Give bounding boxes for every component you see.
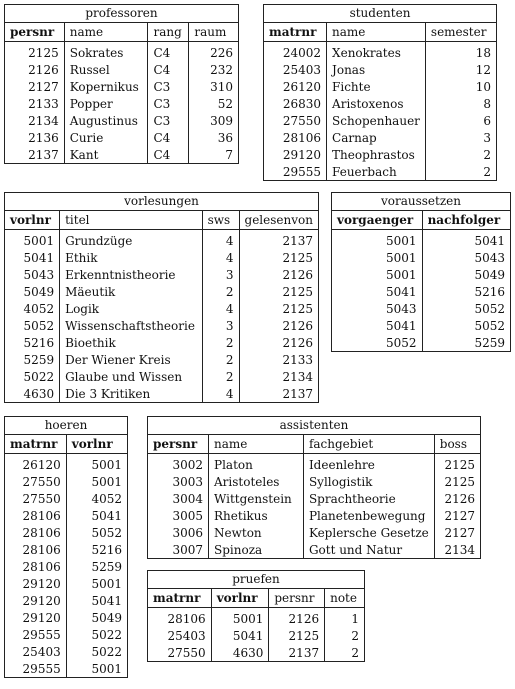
hoeren-cell-matrnr: 27550 xyxy=(5,490,67,507)
assistenten-cell-boss: 2127 xyxy=(434,507,480,524)
professoren-header-raum: raum xyxy=(189,23,239,42)
professoren-cell-persnr: 2127 xyxy=(5,78,65,95)
studenten-cell-matrnr: 28106 xyxy=(264,129,327,146)
table-row xyxy=(5,626,128,643)
vorlesungen-cell-gelesenvon: 2125 xyxy=(239,283,318,300)
header-row xyxy=(5,23,239,42)
voraussetzen-table xyxy=(331,192,511,352)
pruefen-cell-matrnr: 25403 xyxy=(148,627,212,644)
table-row xyxy=(5,473,128,490)
studenten-cell-matrnr: 24002 xyxy=(264,42,327,62)
header-row xyxy=(148,589,365,608)
studenten-header-name: name xyxy=(327,23,426,42)
professoren-cell-rang: C4 xyxy=(148,129,189,146)
assistenten-header-boss: boss xyxy=(434,435,480,454)
vorlesungen-cell-vorlnr: 5049 xyxy=(5,283,60,300)
assistenten-cell-name: Platon xyxy=(209,454,304,474)
vorlesungen-header-vorlnr: vorlnr xyxy=(5,211,60,230)
hoeren-cell-vorlnr: 5216 xyxy=(66,541,127,558)
assistenten-cell-persnr: 3005 xyxy=(148,507,209,524)
pruefen-cell-matrnr: 27550 xyxy=(148,644,212,662)
studenten-cell-matrnr: 29120 xyxy=(264,146,327,163)
professoren-header-name: name xyxy=(64,23,148,42)
hoeren-cell-vorlnr: 5022 xyxy=(66,626,127,643)
hoeren-cell-vorlnr: 5049 xyxy=(66,609,127,626)
table-row xyxy=(5,454,128,474)
professoren-cell-name: Curie xyxy=(64,129,148,146)
table-row xyxy=(148,454,481,474)
assistenten-cell-boss: 2134 xyxy=(434,541,480,559)
pruefen-cell-persnr: 2126 xyxy=(269,608,325,628)
assistenten-cell-name: Rhetikus xyxy=(209,507,304,524)
table-row xyxy=(5,129,239,146)
professoren-cell-raum: 232 xyxy=(189,61,239,78)
assistenten-header-fachgebiet: fachgebiet xyxy=(303,435,434,454)
vorlesungen-cell-gelesenvon: 2125 xyxy=(239,249,318,266)
hoeren-cell-vorlnr: 5001 xyxy=(66,660,127,678)
hoeren-cell-vorlnr: 5259 xyxy=(66,558,127,575)
voraussetzen-cell-vorgaenger: 5041 xyxy=(332,317,423,334)
professoren-cell-rang: C3 xyxy=(148,95,189,112)
hoeren-header-vorlnr: vorlnr xyxy=(66,435,127,454)
hoeren-cell-matrnr: 29555 xyxy=(5,626,67,643)
assistenten-cell-boss: 2126 xyxy=(434,490,480,507)
table-row xyxy=(264,61,497,78)
table-row xyxy=(148,507,481,524)
table-row xyxy=(5,300,319,317)
table-row xyxy=(264,95,497,112)
assistenten-cell-fachgebiet: Keplersche Gesetze xyxy=(303,524,434,541)
vorlesungen-cell-vorlnr: 5001 xyxy=(5,230,60,250)
voraussetzen-cell-vorgaenger: 5001 xyxy=(332,266,423,283)
vorlesungen-cell-sws: 2 xyxy=(202,283,239,300)
hoeren-cell-matrnr: 29120 xyxy=(5,592,67,609)
table-row xyxy=(264,163,497,181)
voraussetzen-cell-nachfolger: 5041 xyxy=(422,230,510,250)
pruefen-header-vorlnr: vorlnr xyxy=(211,589,269,608)
table-row xyxy=(332,230,511,250)
voraussetzen-cell-vorgaenger: 5001 xyxy=(332,230,423,250)
vorlesungen-cell-sws: 3 xyxy=(202,317,239,334)
hoeren-cell-matrnr: 29555 xyxy=(5,660,67,678)
assistenten-title: assistenten xyxy=(147,416,481,434)
professoren-cell-persnr: 2137 xyxy=(5,146,65,164)
hoeren-title: hoeren xyxy=(4,416,128,434)
voraussetzen-title: voraussetzen xyxy=(331,192,511,210)
pruefen-header-note: note xyxy=(325,589,365,608)
voraussetzen-cell-vorgaenger: 5041 xyxy=(332,283,423,300)
hoeren-cell-vorlnr: 5001 xyxy=(66,575,127,592)
hoeren-cell-vorlnr: 5041 xyxy=(66,507,127,524)
table-row xyxy=(5,660,128,678)
table-row xyxy=(5,643,128,660)
professoren-cell-name: Kant xyxy=(64,146,148,164)
voraussetzen-cell-vorgaenger: 5001 xyxy=(332,249,423,266)
studenten-cell-matrnr: 25403 xyxy=(264,61,327,78)
vorlesungen-header-titel: titel xyxy=(60,211,202,230)
table-row xyxy=(5,317,319,334)
studenten-cell-matrnr: 26830 xyxy=(264,95,327,112)
table-row xyxy=(5,95,239,112)
assistenten-cell-persnr: 3006 xyxy=(148,524,209,541)
vorlesungen-cell-titel: Glaube und Wissen xyxy=(60,368,202,385)
pruefen-cell-matrnr: 28106 xyxy=(148,608,212,628)
table-row xyxy=(5,334,319,351)
hoeren-cell-matrnr: 28106 xyxy=(5,524,67,541)
studenten-header-semester: semester xyxy=(425,23,496,42)
hoeren-table xyxy=(4,416,128,678)
hoeren-cell-matrnr: 29120 xyxy=(5,609,67,626)
professoren-cell-raum: 7 xyxy=(189,146,239,164)
studenten-cell-semester: 2 xyxy=(425,163,496,181)
assistenten-cell-fachgebiet: Sprachtheorie xyxy=(303,490,434,507)
vorlesungen-cell-sws: 4 xyxy=(202,230,239,250)
hoeren-cell-vorlnr: 5001 xyxy=(66,473,127,490)
studenten-cell-name: Feuerbach xyxy=(327,163,426,181)
pruefen-cell-vorlnr: 5001 xyxy=(211,608,269,628)
vorlesungen-cell-titel: Der Wiener Kreis xyxy=(60,351,202,368)
vorlesungen-cell-sws: 4 xyxy=(202,385,239,403)
vorlesungen-cell-gelesenvon: 2125 xyxy=(239,300,318,317)
table-row xyxy=(148,627,365,644)
professoren-cell-persnr: 2136 xyxy=(5,129,65,146)
table-row xyxy=(5,112,239,129)
studenten-cell-semester: 10 xyxy=(425,78,496,95)
professoren-header-persnr: persnr xyxy=(5,23,65,42)
header-row xyxy=(148,435,481,454)
vorlesungen-cell-titel: Grundzüge xyxy=(60,230,202,250)
pruefen-cell-vorlnr: 4630 xyxy=(211,644,269,662)
table-row xyxy=(332,249,511,266)
professoren-cell-name: Sokrates xyxy=(64,42,148,62)
voraussetzen-header-vorgaenger: vorgaenger xyxy=(332,211,423,230)
voraussetzen-cell-nachfolger: 5216 xyxy=(422,283,510,300)
assistenten-header-persnr: persnr xyxy=(148,435,209,454)
hoeren-cell-matrnr: 25403 xyxy=(5,643,67,660)
studenten-cell-semester: 2 xyxy=(425,146,496,163)
vorlesungen-cell-vorlnr: 5041 xyxy=(5,249,60,266)
studenten-cell-name: Jonas xyxy=(327,61,426,78)
vorlesungen-cell-sws: 3 xyxy=(202,266,239,283)
studenten-cell-name: Theophrastos xyxy=(327,146,426,163)
assistenten-cell-boss: 2127 xyxy=(434,524,480,541)
voraussetzen-cell-nachfolger: 5049 xyxy=(422,266,510,283)
professoren-cell-rang: C4 xyxy=(148,42,189,62)
table-row xyxy=(148,644,365,662)
table-row xyxy=(5,61,239,78)
assistenten-cell-name: Newton xyxy=(209,524,304,541)
header-row xyxy=(332,211,511,230)
professoren-header-rang: rang xyxy=(148,23,189,42)
professoren-cell-persnr: 2133 xyxy=(5,95,65,112)
vorlesungen-cell-gelesenvon: 2137 xyxy=(239,230,318,250)
table-row xyxy=(264,42,497,62)
pruefen-cell-note: 1 xyxy=(325,608,365,628)
hoeren-cell-vorlnr: 4052 xyxy=(66,490,127,507)
vorlesungen-cell-vorlnr: 5259 xyxy=(5,351,60,368)
professoren-cell-rang: C4 xyxy=(148,61,189,78)
voraussetzen-header-nachfolger: nachfolger xyxy=(422,211,510,230)
table-row xyxy=(264,78,497,95)
professoren-cell-persnr: 2126 xyxy=(5,61,65,78)
voraussetzen-cell-nachfolger: 5052 xyxy=(422,300,510,317)
studenten-cell-semester: 6 xyxy=(425,112,496,129)
studenten-cell-name: Aristoxenos xyxy=(327,95,426,112)
vorlesungen-cell-titel: Erkenntnistheorie xyxy=(60,266,202,283)
hoeren-cell-matrnr: 26120 xyxy=(5,454,67,474)
table-row xyxy=(5,266,319,283)
assistenten-cell-fachgebiet: Ideenlehre xyxy=(303,454,434,474)
hoeren-cell-vorlnr: 5052 xyxy=(66,524,127,541)
vorlesungen-cell-titel: Ethik xyxy=(60,249,202,266)
pruefen-cell-note: 2 xyxy=(325,644,365,662)
professoren-table xyxy=(4,4,239,164)
studenten-table xyxy=(263,4,497,181)
hoeren-cell-matrnr: 28106 xyxy=(5,541,67,558)
table-row xyxy=(5,490,128,507)
table-row xyxy=(5,592,128,609)
table-row xyxy=(148,608,365,628)
assistenten-cell-boss: 2125 xyxy=(434,473,480,490)
vorlesungen-cell-titel: Logik xyxy=(60,300,202,317)
table-row xyxy=(5,230,319,250)
professoren-cell-rang: C4 xyxy=(148,146,189,164)
studenten-cell-matrnr: 29555 xyxy=(264,163,327,181)
professoren-cell-raum: 309 xyxy=(189,112,239,129)
table-row xyxy=(264,146,497,163)
studenten-cell-name: Schopenhauer xyxy=(327,112,426,129)
table-row xyxy=(5,78,239,95)
professoren-cell-rang: C3 xyxy=(148,112,189,129)
table-row xyxy=(148,541,481,559)
vorlesungen-cell-vorlnr: 5216 xyxy=(5,334,60,351)
hoeren-cell-matrnr: 28106 xyxy=(5,507,67,524)
assistenten-cell-name: Wittgenstein xyxy=(209,490,304,507)
hoeren-cell-matrnr: 29120 xyxy=(5,575,67,592)
vorlesungen-cell-sws: 4 xyxy=(202,300,239,317)
table-row xyxy=(332,334,511,352)
header-row xyxy=(5,435,128,454)
professoren-cell-persnr: 2125 xyxy=(5,42,65,62)
assistenten-cell-boss: 2125 xyxy=(434,454,480,474)
table-row xyxy=(332,283,511,300)
assistenten-cell-name: Spinoza xyxy=(209,541,304,559)
vorlesungen-cell-gelesenvon: 2137 xyxy=(239,385,318,403)
hoeren-cell-vorlnr: 5041 xyxy=(66,592,127,609)
voraussetzen-cell-nachfolger: 5052 xyxy=(422,317,510,334)
professoren-cell-rang: C3 xyxy=(148,78,189,95)
vorlesungen-header-sws: sws xyxy=(202,211,239,230)
table-row xyxy=(5,524,128,541)
vorlesungen-table xyxy=(4,192,319,403)
hoeren-cell-matrnr: 27550 xyxy=(5,473,67,490)
vorlesungen-header-gelesenvon: gelesenvon xyxy=(239,211,318,230)
voraussetzen-cell-nachfolger: 5043 xyxy=(422,249,510,266)
table-row xyxy=(332,266,511,283)
voraussetzen-cell-vorgaenger: 5052 xyxy=(332,334,423,352)
vorlesungen-cell-gelesenvon: 2126 xyxy=(239,317,318,334)
header-row xyxy=(264,23,497,42)
pruefen-cell-note: 2 xyxy=(325,627,365,644)
table-row xyxy=(5,609,128,626)
vorlesungen-cell-sws: 4 xyxy=(202,249,239,266)
professoren-cell-name: Augustinus xyxy=(64,112,148,129)
pruefen-cell-persnr: 2137 xyxy=(269,644,325,662)
studenten-cell-name: Xenokrates xyxy=(327,42,426,62)
assistenten-header-name: name xyxy=(209,435,304,454)
professoren-cell-raum: 310 xyxy=(189,78,239,95)
pruefen-table xyxy=(147,570,365,662)
vorlesungen-cell-gelesenvon: 2134 xyxy=(239,368,318,385)
vorlesungen-cell-sws: 2 xyxy=(202,334,239,351)
table-row xyxy=(332,317,511,334)
professoren-cell-name: Russel xyxy=(64,61,148,78)
vorlesungen-cell-gelesenvon: 2126 xyxy=(239,334,318,351)
studenten-cell-matrnr: 27550 xyxy=(264,112,327,129)
professoren-cell-persnr: 2134 xyxy=(5,112,65,129)
pruefen-header-matrnr: matrnr xyxy=(148,589,212,608)
studenten-cell-semester: 8 xyxy=(425,95,496,112)
table-row xyxy=(5,575,128,592)
table-row xyxy=(5,507,128,524)
studenten-title: studenten xyxy=(263,4,497,22)
header-row xyxy=(5,211,319,230)
studenten-cell-matrnr: 26120 xyxy=(264,78,327,95)
pruefen-header-persnr: persnr xyxy=(269,589,325,608)
vorlesungen-cell-sws: 2 xyxy=(202,368,239,385)
table-row xyxy=(264,112,497,129)
professoren-cell-name: Kopernikus xyxy=(64,78,148,95)
table-row xyxy=(5,42,239,62)
studenten-cell-semester: 12 xyxy=(425,61,496,78)
vorlesungen-cell-titel: Die 3 Kritiken xyxy=(60,385,202,403)
assistenten-cell-persnr: 3007 xyxy=(148,541,209,559)
assistenten-cell-name: Aristoteles xyxy=(209,473,304,490)
vorlesungen-cell-titel: Mäeutik xyxy=(60,283,202,300)
assistenten-table xyxy=(147,416,481,559)
professoren-cell-name: Popper xyxy=(64,95,148,112)
table-row xyxy=(5,368,319,385)
studenten-cell-name: Carnap xyxy=(327,129,426,146)
table-row xyxy=(5,283,319,300)
studenten-cell-semester: 18 xyxy=(425,42,496,62)
hoeren-header-matrnr: matrnr xyxy=(5,435,67,454)
assistenten-cell-fachgebiet: Planetenbewegung xyxy=(303,507,434,524)
professoren-title: professoren xyxy=(4,4,239,22)
assistenten-cell-persnr: 3002 xyxy=(148,454,209,474)
vorlesungen-cell-vorlnr: 5043 xyxy=(5,266,60,283)
table-row xyxy=(148,473,481,490)
table-row xyxy=(148,490,481,507)
pruefen-title: pruefen xyxy=(147,570,365,588)
professoren-cell-raum: 36 xyxy=(189,129,239,146)
vorlesungen-cell-gelesenvon: 2126 xyxy=(239,266,318,283)
pruefen-cell-vorlnr: 5041 xyxy=(211,627,269,644)
vorlesungen-cell-titel: Bioethik xyxy=(60,334,202,351)
vorlesungen-cell-gelesenvon: 2133 xyxy=(239,351,318,368)
hoeren-cell-vorlnr: 5001 xyxy=(66,454,127,474)
hoeren-cell-matrnr: 28106 xyxy=(5,558,67,575)
table-row xyxy=(5,351,319,368)
pruefen-cell-persnr: 2125 xyxy=(269,627,325,644)
vorlesungen-cell-vorlnr: 4052 xyxy=(5,300,60,317)
table-row xyxy=(5,146,239,164)
hoeren-cell-vorlnr: 5022 xyxy=(66,643,127,660)
table-row xyxy=(332,300,511,317)
assistenten-cell-fachgebiet: Syllogistik xyxy=(303,473,434,490)
studenten-cell-name: Fichte xyxy=(327,78,426,95)
table-row xyxy=(5,541,128,558)
voraussetzen-cell-vorgaenger: 5043 xyxy=(332,300,423,317)
table-row xyxy=(264,129,497,146)
vorlesungen-title: vorlesungen xyxy=(4,192,319,210)
vorlesungen-cell-vorlnr: 5052 xyxy=(5,317,60,334)
professoren-cell-raum: 52 xyxy=(189,95,239,112)
table-row xyxy=(5,558,128,575)
assistenten-cell-fachgebiet: Gott und Natur xyxy=(303,541,434,559)
assistenten-cell-persnr: 3004 xyxy=(148,490,209,507)
studenten-cell-semester: 3 xyxy=(425,129,496,146)
table-row xyxy=(148,524,481,541)
vorlesungen-cell-titel: Wissenschaftstheorie xyxy=(60,317,202,334)
studenten-header-matrnr: matrnr xyxy=(264,23,327,42)
vorlesungen-cell-vorlnr: 4630 xyxy=(5,385,60,403)
vorlesungen-cell-vorlnr: 5022 xyxy=(5,368,60,385)
assistenten-cell-persnr: 3003 xyxy=(148,473,209,490)
vorlesungen-cell-sws: 2 xyxy=(202,351,239,368)
table-row xyxy=(5,385,319,403)
professoren-cell-raum: 226 xyxy=(189,42,239,62)
voraussetzen-cell-nachfolger: 5259 xyxy=(422,334,510,352)
table-row xyxy=(5,249,319,266)
